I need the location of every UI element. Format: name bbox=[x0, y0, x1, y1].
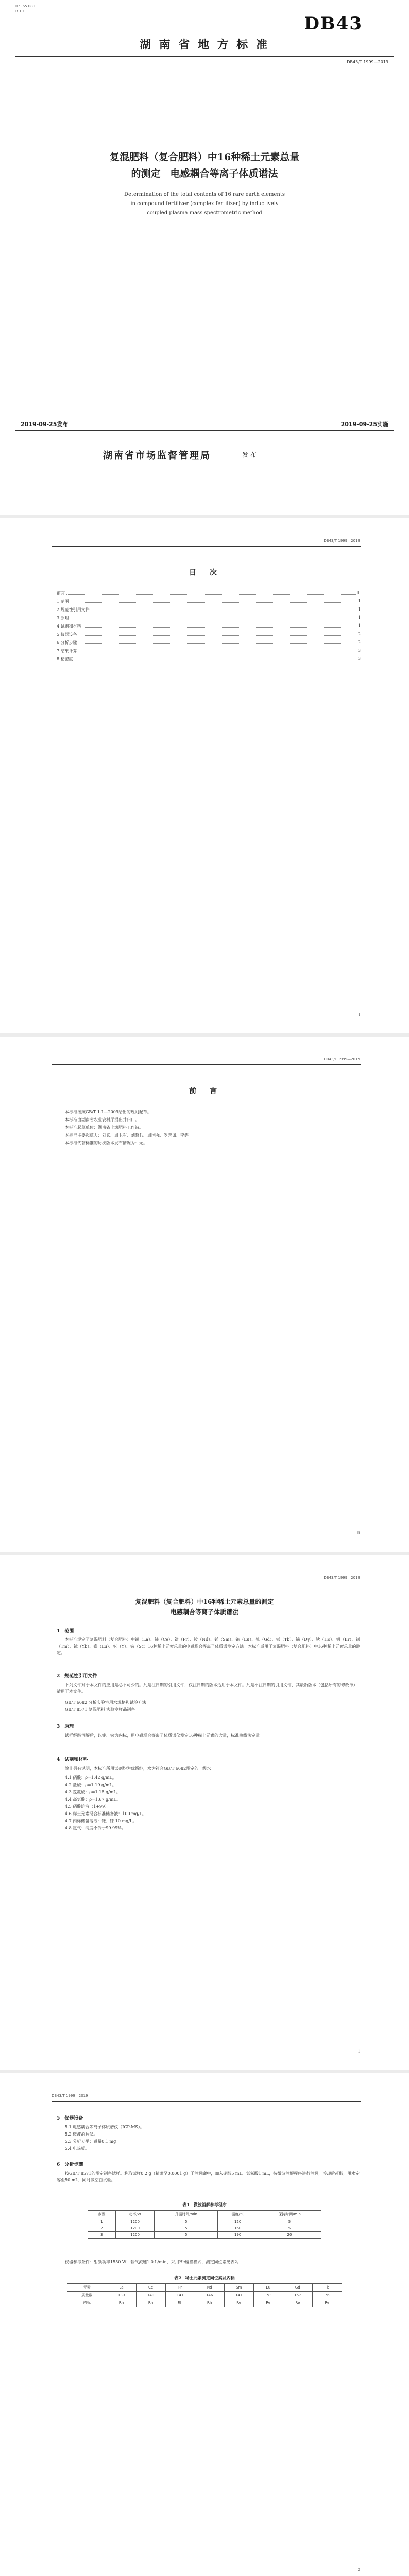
toc-item-page: 1 bbox=[357, 607, 361, 612]
table-cell: Rh bbox=[195, 2299, 224, 2307]
ccs-code: B 10 bbox=[15, 9, 24, 13]
table-cell: 153 bbox=[253, 2292, 283, 2299]
toc-item bbox=[57, 656, 361, 662]
toc-item-page: II bbox=[357, 590, 361, 595]
header-rule bbox=[52, 1064, 361, 1065]
toc-item-label: 前言 bbox=[57, 591, 65, 596]
issuer-suffix: 发 布 bbox=[242, 451, 257, 459]
reagent-item: 4.8 氩气：纯度不低于99.99%。 bbox=[65, 1826, 126, 1831]
table-cell: 1200 bbox=[115, 2218, 155, 2225]
table-cell: 141 bbox=[165, 2292, 195, 2299]
reagent-item: 4.1 硝酸：ρ=1.42 g/mL。 bbox=[65, 1775, 116, 1780]
toc-item bbox=[57, 607, 361, 613]
table-cell: 157 bbox=[283, 2292, 312, 2299]
table-cell: 139 bbox=[107, 2292, 136, 2299]
reagent-item: 4.6 稀土元素混合标准储备液：100 mg/L。 bbox=[65, 1811, 146, 1816]
toc-leader bbox=[71, 615, 356, 619]
table-cell: 120 bbox=[218, 2218, 258, 2225]
toc-leader bbox=[91, 607, 356, 611]
region-title: 湖 南 省 地 方 标 准 bbox=[140, 38, 269, 52]
table-cell: 159 bbox=[312, 2292, 342, 2299]
toc-item-label: 5 仪器设备 bbox=[57, 632, 77, 637]
table-cell: 20 bbox=[258, 2232, 321, 2239]
table-cell: Rh bbox=[136, 2299, 165, 2307]
title-en-line2: in compound fertilizer (complex fertilizer) by inductively bbox=[130, 201, 279, 207]
table-cell: Re bbox=[312, 2299, 342, 2307]
foreword-line: 本标准按照GB/T 1.1—2009给出的规则起草。 bbox=[65, 1110, 151, 1114]
toc-item bbox=[57, 599, 361, 604]
table-cell: 1200 bbox=[115, 2225, 155, 2232]
table-header-cell: La bbox=[107, 2284, 136, 2292]
toc-item bbox=[57, 648, 361, 654]
toc-item bbox=[57, 590, 361, 596]
table-cell: 146 bbox=[195, 2292, 224, 2299]
ics-code: ICS 65.080 bbox=[15, 4, 36, 8]
table-cell: 5 bbox=[258, 2218, 321, 2225]
reference-item: GB/T 8571 复混肥料 实验室样品制备 bbox=[65, 1707, 135, 1712]
header-rule bbox=[52, 546, 361, 547]
body-title-line1: 复混肥料（复合肥料）中16种稀土元素总量的测定 bbox=[135, 1598, 274, 1605]
section-1-text: 本标准规定了复混肥料（复合肥料）中镧（La）、铈（Ce）、镨（Pr）、钕（Nd）、钐（Sm）、铕（Eu）、钆（Gd）、铽（Tb）、镝（Dy）、钬（Ho）、铒（Er）、铥（Tm）、镱（Yb）、镥（Lu）、钇（Y）、钪（Sc）16种稀土元素总量的电感耦合等离子体质谱测定方法。本标准适用于复混肥料（复合肥料）中16种稀土元素总量的测定。 bbox=[57, 1637, 361, 1655]
table-cell: 1200 bbox=[115, 2232, 155, 2239]
section-6-text: 按GB/T 8571的规定制备试样。称取试样0.2 g（精确至0.0001 g）于消解罐中，加入硝酸5 mL、氢氟酸1 mL，按微波消解程序进行消解，冷却后赶酸，用水定容至50 mL，同时做空白试验。 bbox=[57, 2171, 360, 2182]
toc-leader bbox=[79, 640, 356, 644]
reagent-item: 4.4 高氯酸：ρ=1.67 g/mL。 bbox=[65, 1797, 121, 1802]
table-cell: 1 bbox=[88, 2218, 116, 2225]
table-header-cell: 功率/W bbox=[115, 2211, 155, 2218]
table-row bbox=[88, 2218, 321, 2225]
title-en-line1: Determination of the total contents of 16 rare earth elements bbox=[124, 192, 285, 197]
table-header-cell: Gd bbox=[283, 2284, 312, 2292]
toc-item-page: 2 bbox=[357, 640, 361, 645]
db-code: DB43 bbox=[304, 13, 363, 34]
table-row bbox=[67, 2299, 342, 2307]
header-rule bbox=[52, 2101, 361, 2102]
instrument-item: 5.3 分析天平：感量0.1 mg。 bbox=[65, 2139, 121, 2144]
foreword-line: 本标准由湖南省农业农村厅提出并归口。 bbox=[65, 1117, 139, 1122]
table-cell: 5 bbox=[155, 2232, 218, 2239]
impl-date: 2019-09-25实施 bbox=[340, 421, 388, 428]
table-row bbox=[88, 2232, 321, 2239]
foreword-title: 前 言 bbox=[189, 1087, 220, 1095]
table-1-caption: 表1 微波消解参考程序 bbox=[182, 2202, 227, 2207]
toc-item-page: 3 bbox=[357, 648, 361, 653]
toc-leader bbox=[79, 648, 356, 652]
table-header-cell: 温度/℃ bbox=[218, 2211, 258, 2218]
issue-date: 2019-09-25发布 bbox=[21, 421, 69, 428]
toc-item-label: 2 规范性引用文件 bbox=[57, 607, 90, 612]
toc-item bbox=[57, 623, 361, 629]
toc-item-label: 3 原理 bbox=[57, 616, 69, 620]
toc-title: 目 次 bbox=[189, 569, 220, 577]
reagent-item: 4.5 硝酸溶液（1+99）。 bbox=[65, 1804, 111, 1809]
foreword-page bbox=[0, 1037, 409, 1552]
table-cell: 2 bbox=[88, 2225, 116, 2232]
table-header-cell: 元素 bbox=[67, 2284, 107, 2292]
toc-item-page: 1 bbox=[357, 599, 361, 603]
table-header-cell: Sm bbox=[224, 2284, 253, 2292]
page-number: 1 bbox=[357, 2049, 360, 2054]
table-cell: Re bbox=[253, 2299, 283, 2307]
table-header-cell: Eu bbox=[253, 2284, 283, 2292]
table-cell: Rh bbox=[107, 2299, 136, 2307]
table-cell: Re bbox=[224, 2299, 253, 2307]
foreword-line: 本标准主要起草人：刘武、周卫军、刘昭兵、周国强、罗志诚、李碧。 bbox=[65, 1133, 193, 1138]
toc-item-label: 8 精密度 bbox=[57, 657, 73, 662]
toc-item-page: 3 bbox=[357, 656, 361, 661]
digestion-table bbox=[88, 2210, 321, 2239]
title-cn-line2: 的测定 电感耦合等离子体质谱法 bbox=[131, 168, 278, 179]
section-2-text: 下列文件对于本文件的应用是必不可少的。凡是注日期的引用文件，仅注日期的版本适用于本文件。凡是不注日期的引用文件，其最新版本（包括所有的修改单）适用于本文件。 bbox=[57, 1683, 357, 1694]
page-header: DB43/T 1999—2019 bbox=[323, 539, 360, 543]
table-header-cell: 步骤 bbox=[88, 2211, 116, 2218]
cover-page bbox=[0, 0, 409, 515]
table-2-caption: 表2 稀土元素测定同位素及内标 bbox=[174, 2275, 235, 2280]
section-3-text: 试样经酸消解后，以铑、铼为内标，用电感耦合等离子体质谱仪测定16种稀土元素的含量，标准曲线法定量。 bbox=[65, 1733, 264, 1738]
page-number: II bbox=[357, 1531, 360, 1535]
page-number: 2 bbox=[357, 2568, 360, 2572]
toc-item bbox=[57, 640, 361, 646]
table-cell: Re bbox=[283, 2299, 312, 2307]
table-header-cell: Ce bbox=[136, 2284, 165, 2292]
section-4-text: 除非另有说明，本标准所用试剂均为优级纯，水为符合GB/T 6682规定的一级水。 bbox=[65, 1766, 215, 1771]
toc-page bbox=[0, 518, 409, 1033]
section-3-heading: 3 原理 bbox=[57, 1724, 74, 1730]
table-header-cell: Pr bbox=[165, 2284, 195, 2292]
toc-item bbox=[57, 615, 361, 621]
instrument-item: 5.4 电热板。 bbox=[65, 2146, 90, 2151]
toc-leader bbox=[66, 590, 356, 595]
cover-rule-top bbox=[15, 56, 394, 57]
reference-item: GB/T 6682 分析实验室用水规格和试验方法 bbox=[65, 1700, 146, 1705]
foreword-line: 本标准代替标准的历次版本发布情况为：无。 bbox=[65, 1141, 147, 1145]
table-cell: 质量数 bbox=[67, 2292, 107, 2299]
toc-item-label: 1 范围 bbox=[57, 599, 69, 604]
body-page-1 bbox=[0, 1555, 409, 2070]
toc-item-page: 1 bbox=[357, 615, 361, 620]
page-header: DB43/T 1999—2019 bbox=[323, 1057, 360, 1061]
section-1-heading: 1 范围 bbox=[57, 1629, 74, 1634]
section-6-text-2: 仪器参考条件：射频功率1550 W，载气流速1.0 L/min，采用He碰撞模式，测定同位素见表2。 bbox=[65, 2260, 242, 2264]
issuer: 湖南省市场监督管理局 bbox=[103, 450, 211, 461]
toc-item-label: 7 结果计算 bbox=[57, 649, 77, 653]
toc-leader bbox=[75, 656, 356, 660]
title-en-line3: coupled plasma mass spectrometric method bbox=[147, 210, 262, 216]
body-title-line2: 电感耦合等离子体质谱法 bbox=[170, 1608, 238, 1616]
table-header-cell: Tb bbox=[312, 2284, 342, 2292]
table-header-cell: Nd bbox=[195, 2284, 224, 2292]
page-header: DB43/T 1999—2019 bbox=[323, 1575, 360, 1580]
toc-item-label: 4 试剂和材料 bbox=[57, 624, 81, 629]
std-number: DB43/T 1999—2019 bbox=[347, 60, 388, 64]
section-2-heading: 2 规范性引用文件 bbox=[57, 1674, 97, 1679]
table-cell: 160 bbox=[218, 2225, 258, 2232]
table-row bbox=[67, 2292, 342, 2299]
table-cell: 147 bbox=[224, 2292, 253, 2299]
instrument-item: 5.2 微波消解仪。 bbox=[65, 2132, 98, 2137]
reagent-item: 4.7 内标储备溶液：铑、铼 10 mg/L。 bbox=[65, 1819, 137, 1823]
toc-leader bbox=[71, 599, 356, 603]
table-cell: 190 bbox=[218, 2232, 258, 2239]
table-cell: 3 bbox=[88, 2232, 116, 2239]
reagent-item: 4.3 氢氟酸：ρ=1.15 g/mL。 bbox=[65, 1790, 121, 1794]
toc-leader bbox=[83, 623, 356, 628]
page-header: DB43/T 1999—2019 bbox=[52, 2094, 88, 2098]
table-cell: 5 bbox=[155, 2218, 218, 2225]
title-cn-line1: 复混肥料（复合肥料）中16种稀土元素总量 bbox=[109, 151, 300, 163]
table-header-cell: 保持时间/min bbox=[258, 2211, 321, 2218]
table-cell: Rh bbox=[165, 2299, 195, 2307]
table-cell: 5 bbox=[155, 2225, 218, 2232]
instrument-item: 5.1 电感耦合等离子体质谱仪（ICP-MS）。 bbox=[65, 2125, 144, 2129]
section-5-heading: 5 仪器设备 bbox=[57, 2116, 83, 2121]
table-cell: 140 bbox=[136, 2292, 165, 2299]
toc-item bbox=[57, 632, 361, 637]
foreword-line: 本标准起草单位：湖南省土壤肥料工作站。 bbox=[65, 1125, 143, 1130]
section-4-heading: 4 试剂和材料 bbox=[57, 1757, 88, 1762]
table-cell: 5 bbox=[258, 2225, 321, 2232]
toc-item-label: 6 分析步骤 bbox=[57, 640, 77, 645]
body-page-2 bbox=[0, 2073, 409, 2576]
cover-rule-bottom bbox=[15, 430, 394, 431]
toc-item-page: 1 bbox=[357, 623, 361, 628]
table-header-cell: 升温时间/min bbox=[155, 2211, 218, 2218]
reagent-item: 4.2 盐酸：ρ=1.19 g/mL。 bbox=[65, 1783, 116, 1787]
table-cell: 内标 bbox=[67, 2299, 107, 2307]
toc-item-page: 2 bbox=[357, 632, 361, 636]
isotope-table bbox=[67, 2283, 342, 2307]
table-row bbox=[88, 2225, 321, 2232]
page-number: I bbox=[359, 1013, 360, 1017]
section-6-heading: 6 分析步骤 bbox=[57, 2162, 83, 2167]
toc-leader bbox=[79, 632, 356, 636]
